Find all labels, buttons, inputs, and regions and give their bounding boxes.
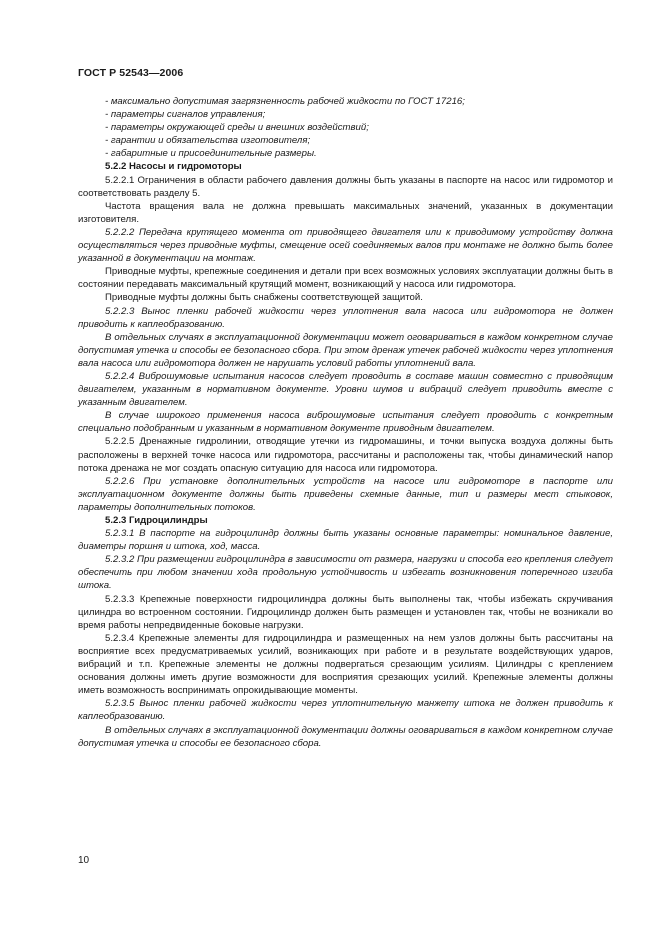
paragraph: 5.2.2.1 Ограничения в области рабочего давления должны быть указаны в паспорте на насос или гидромотор и соответствовать разделу 5. bbox=[78, 174, 613, 199]
document-header: ГОСТ Р 52543—2006 bbox=[78, 67, 184, 79]
paragraph: В случае широкого применения насоса виброшумовые испытания следует проводить с конкретным специально подобранным и указанным в нормативном документе приводным двигателем. bbox=[78, 410, 613, 435]
paragraph: Приводные муфты, крепежные соединения и детали при всех возможных условиях эксплуатации должны быть в состоянии передавать максимальный крутящий момент, возникающий у насоса или гидромотора. bbox=[78, 266, 613, 291]
page-number: 10 bbox=[78, 855, 90, 866]
list-item: - максимально допустимая загрязненность рабочей жидкости по ГОСТ 17216; bbox=[105, 96, 465, 107]
paragraph: 5.2.3.3 Крепежные поверхности гидроцилиндра должны быть выполнены так, чтобы избежать скручивания цилиндра во встроенном состоянии. Гидроцилиндр должен быть размещен и установлен так, чтобы не возникали во время работы непредвиденные боковые нагрузки. bbox=[78, 593, 613, 631]
section-heading: 5.2.3 Гидроцилиндры bbox=[105, 515, 208, 526]
paragraph: В отдельных случаях в эксплуатационной документации может оговариваться в каждом конкретном случае допустимая утечка и способы ее безопасного сбора. При этом дренаж утечек рабочей жидкости через уплотнения вала насоса или гидромотора должен не нарушать условий работы уплотнений вала. bbox=[78, 331, 613, 369]
section-heading: 5.2.2 Насосы и гидромоторы bbox=[105, 161, 242, 173]
list-item: - параметры окружающей среды и внешних воздействий; bbox=[105, 122, 369, 134]
list-item: - параметры сигналов управления; bbox=[105, 109, 266, 121]
paragraph: 5.2.3.1 В паспорте на гидроцилиндр должны быть указаны основные параметры: номинальное давление, диаметры поршня и штока, ход, масса. bbox=[78, 528, 613, 553]
paragraph: 5.2.2.5 Дренажные гидролинии, отводящие утечки из гидромашины, и точки выпуска воздуха должны быть расположены в верхней точке насоса или гидромотора, рассчитаны и расположены так, чтобы динамический напор потока дренажа не мог создать опасную ситуацию для насоса или гидромотора. bbox=[78, 436, 613, 474]
paragraph: 5.2.2.4 Виброшумовые испытания насосов следует проводить в составе машин совместно с приводящим двигателем, указанным в нормативном документе. Уровни шумов и вибраций следует приводить вместе с указанным двигателем. bbox=[78, 370, 613, 409]
paragraph: 5.2.2.2 Передача крутящего момента от приводящего двигателя или к приводимому устройству должна осуществляться через приводные муфты, смещение осей соединяемых валов при монтаже не должно быть более указанной в документации на монтаж. bbox=[78, 226, 613, 265]
list-item: - габаритные и присоединительные размеры. bbox=[105, 148, 317, 160]
paragraph: 5.2.3.2 При размещении гидроцилиндра в зависимости от размера, нагрузки и способа его крепления следует обеспечить при любом значении хода продольную устойчивость и избегать возникновения поперечного изгиба штока. bbox=[78, 554, 613, 592]
paragraph: Приводные муфты должны быть снабжены соответствующей защитой. bbox=[105, 292, 423, 304]
paragraph: 5.2.2.6 При установке дополнительных устройств на насосе или гидромоторе в паспорте или эксплуатационном документе должны быть приведены схемные данные, тип и размеры мест стыковок, параметры дополнительных потоков. bbox=[78, 475, 613, 513]
list-item: - гарантии и обязательства изготовителя; bbox=[105, 135, 311, 147]
paragraph: В отдельных случаях в эксплуатационной документации должны оговариваться в каждом конкретном случае допустимая утечка и способы ее безопасного сбора. bbox=[78, 724, 613, 749]
paragraph: Частота вращения вала не должна превышать максимальных значений, указанных в документации изготовителя. bbox=[78, 200, 613, 225]
paragraph: 5.2.2.3 Вынос пленки рабочей жидкости через уплотнения вала насоса или гидромотора не должен приводить к каплеобразованию. bbox=[78, 305, 613, 330]
paragraph: 5.2.3.4 Крепежные элементы для гидроцилиндра и размещенных на нем узлов должны быть рассчитаны на восприятие всех предусматриваемых усилий, возникающих при работе и в результате воздействующих ударов, вибраций и т.п. Крепежные элементы не должны подвергаться срезающим усилиям. Цилиндры с креплением основания должны иметь другие возможности для восприятия срезающих усилий. Крепежные элементы должны иметь возможность воспринимать опрокидывающие моменты. bbox=[78, 632, 613, 697]
paragraph: 5.2.3.5 Вынос пленки рабочей жидкости через уплотнительную манжету штока не должен приводить к каплеобразованию. bbox=[78, 698, 613, 723]
document-body bbox=[78, 95, 613, 750]
